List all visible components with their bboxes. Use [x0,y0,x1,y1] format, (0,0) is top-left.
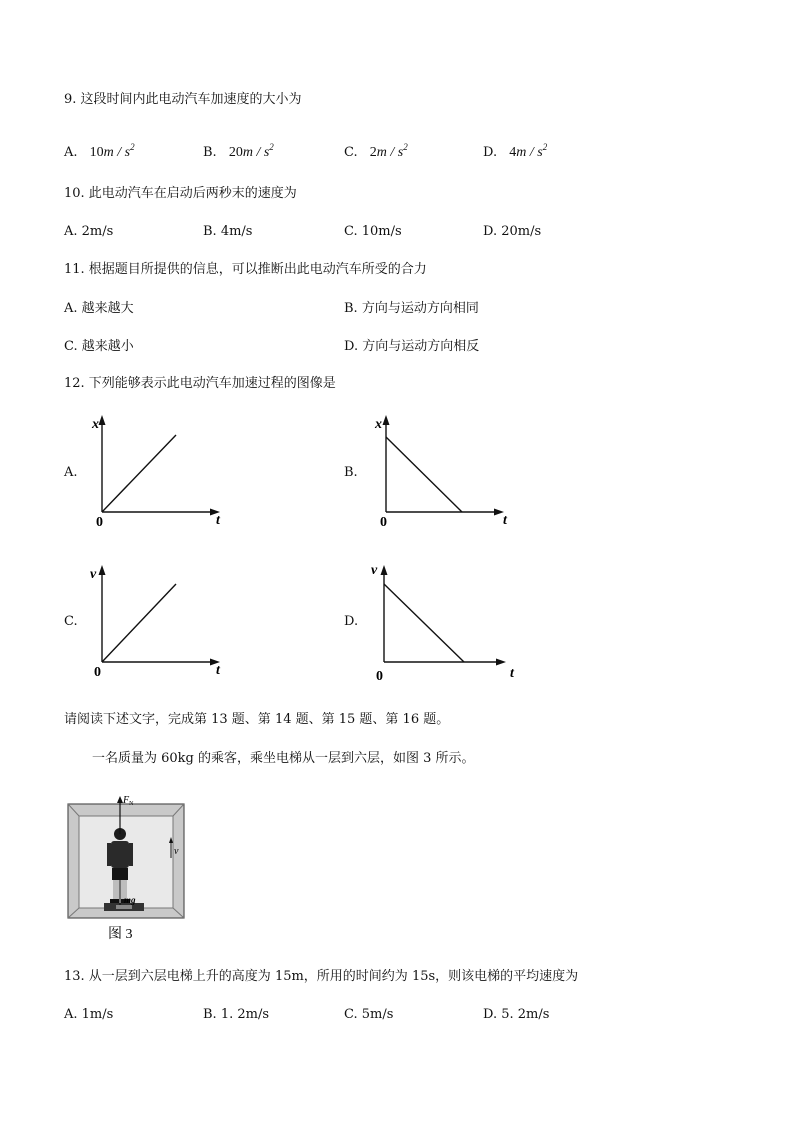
graph-line [102,584,176,662]
q12-option-a-letter[interactable]: A. [64,465,78,480]
q10-option-a[interactable]: A. 2m/s [64,224,114,239]
option-letter: A. [64,145,78,160]
reading-passage: 一名质量为 60kg 的乘客，乘坐电梯从一层到六层，如图 3 所示。 [92,751,475,766]
y-axis-label: v [90,567,97,582]
q9-option-d[interactable] [483,139,547,161]
q12-option-b-letter[interactable]: B. [344,465,358,480]
weight-label: mg [124,895,136,905]
y-axis-arrow [99,565,106,575]
x-axis-arrow [496,659,506,666]
q11-option-c[interactable]: C. 越来越小 [64,339,134,354]
option-formula: $10m / s^2$ [89,142,135,160]
q9-option-b[interactable] [203,139,274,161]
q13-stem: 13. 从一层到六层电梯上升的高度为 15m，所用的时间约为 15s，则该电梯的平均速度为 [64,969,579,984]
q13-option-a[interactable]: A. 1m/s [64,1007,114,1022]
q12-graph-c[interactable] [86,562,236,680]
q12-stem: 12. 下列能够表示此电动汽车加速过程的图像是 [64,376,336,391]
normal-force-label: $F_N$ [123,795,134,807]
q10-stem: 10. 此电动汽车在启动后两秒末的速度为 [64,186,297,201]
q11-option-b[interactable]: B. 方向与运动方向相同 [344,301,479,316]
q13-option-b[interactable]: B. 1. 2m/s [203,1007,270,1022]
y-axis-arrow [99,415,106,425]
q12-graph-b[interactable] [370,412,520,530]
x-axis-label: t [510,666,514,681]
q11-stem: 11. 根据题目所提供的信息，可以推断出此电动汽车所受的合力 [64,262,427,277]
graph-line [102,435,176,512]
y-axis-arrow [381,565,388,575]
x-axis-label: t [216,663,220,678]
option-letter: D. [483,145,498,160]
q11-option-a[interactable]: A. 越来越大 [64,301,134,316]
y-axis-label: x [375,417,382,432]
q10-option-b[interactable]: B. 4m/s [203,224,253,239]
q9-stem: 9. 这段时间内此电动汽车加速度的大小为 [64,92,302,107]
q12-graph-a[interactable] [86,412,236,530]
y-axis-label: x [92,417,99,432]
option-formula: $2m / s^2$ [369,142,408,160]
option-letter: B. [203,145,217,160]
q10-option-c[interactable]: C. 10m/s [344,224,402,239]
option-formula: $20m / s^2$ [228,142,274,160]
q9-option-c[interactable] [344,139,408,161]
q11-option-d[interactable]: D. 方向与运动方向相反 [344,339,480,354]
q13-option-c[interactable]: C. 5m/s [344,1007,394,1022]
velocity-label: v [174,846,179,857]
q10-option-d[interactable]: D. 20m/s [483,224,542,239]
scale-display [116,905,132,909]
origin-label: 0 [96,515,103,530]
q12-option-d-letter[interactable]: D. [344,614,359,629]
y-axis-arrow [383,415,390,425]
graph-line [386,437,462,512]
x-axis-label: t [216,513,220,528]
graph-line [384,584,464,662]
figure-caption: 图 3 [108,927,133,942]
reading-intro: 请阅读下述文字，完成第 13 题、第 14 题、第 15 题、第 16 题。 [64,712,450,727]
q12-option-c-letter[interactable]: C. [64,614,78,629]
origin-label: 0 [380,515,387,530]
q13-option-d[interactable]: D. 5. 2m/s [483,1007,550,1022]
y-axis-label: v [371,563,378,578]
option-letter: C. [344,145,358,160]
option-formula: $4m / s^2$ [509,142,548,160]
origin-label: 0 [376,669,383,682]
origin-label: 0 [94,665,101,680]
q12-graph-d[interactable] [368,560,520,682]
figure-3-elevator [64,790,194,945]
x-axis-label: t [503,513,507,528]
q9-option-a[interactable] [64,139,135,161]
